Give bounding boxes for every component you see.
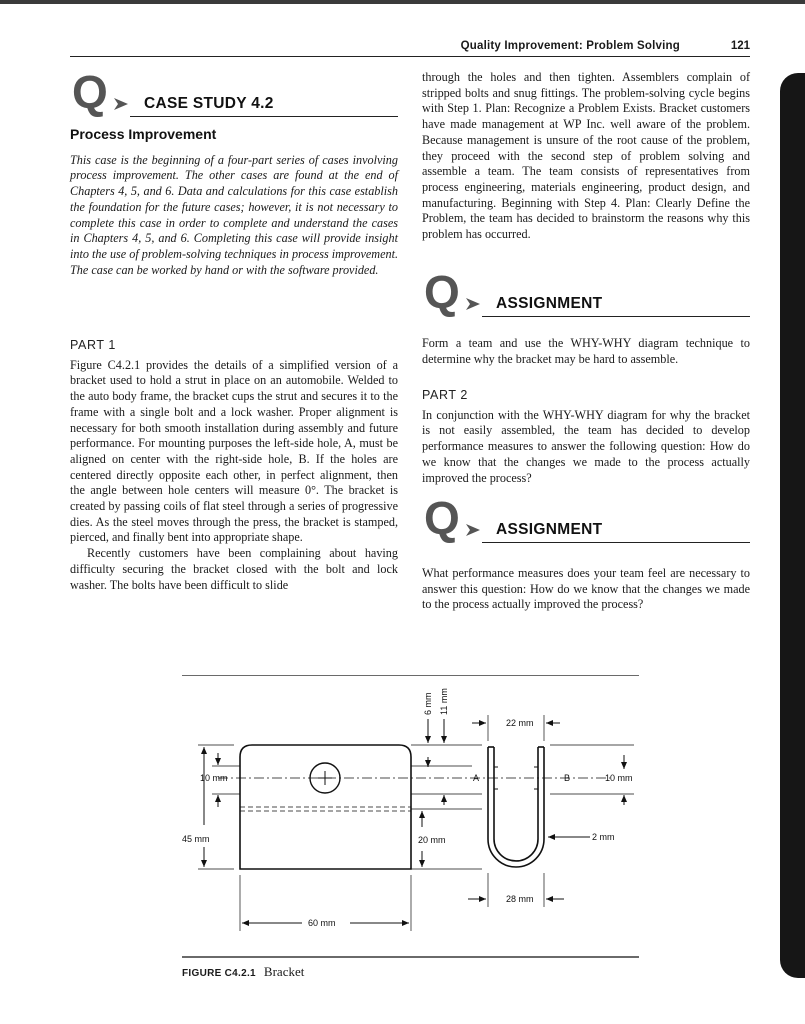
- continuation-paragraph: through the holes and then tighten. Assemblers complain of stripped bolts and snug fittings. The problem-solving cycle begins with Step 1. Plan: Recognize a Problem Exists. Bracket customers have made management at WP Inc. well aware of the problem. Because management is unsure of the root cause of the problem, they proceed with the second step of problem solving and assemble a team. The team consists of representatives from process engineering, materials engineering, product design, and manufacturing. Beginning with Step 4. Plan: Clearly Define the Problem, the team has decided to brainstorm the reasons why this problem has occurred.: [422, 70, 750, 242]
- assignment-2-text: What performance measures does your team feel are necessary to answer this question: How do we know that the changes we made to the process actually improved the process?: [422, 566, 750, 612]
- dim-28-label: 28 mm: [506, 894, 534, 904]
- page-number: 121: [730, 40, 750, 52]
- right-column-continuation: [422, 70, 750, 243]
- heading-rule: [482, 316, 750, 317]
- dim-6-label: 6 mm: [423, 692, 433, 715]
- left-column: [70, 70, 398, 278]
- bracket-figure: [182, 675, 639, 959]
- assignment-1-heading: [422, 270, 750, 318]
- dim-20-label: 20 mm: [418, 835, 446, 845]
- chapter-thumb-tab: [780, 73, 805, 978]
- part1-heading: PART 1: [70, 338, 116, 352]
- figure-caption-text: Bracket: [263, 964, 305, 979]
- top-border: [0, 0, 805, 4]
- case-study-heading: [70, 70, 398, 118]
- assignment-q-icon: [422, 270, 492, 318]
- part1-section: [70, 338, 398, 593]
- q-glyph: Q: [424, 270, 460, 318]
- assignment-2-title: ASSIGNMENT: [496, 521, 603, 538]
- dim-2-label: 2 mm: [592, 832, 615, 842]
- assignment-q-icon: [422, 496, 492, 544]
- assignment-2: [422, 496, 750, 613]
- case-study-q-icon: [70, 70, 140, 118]
- dim-60-label: 60 mm: [308, 918, 336, 928]
- dim-45-label: 45 mm: [182, 834, 210, 844]
- assignment-2-heading: [422, 496, 750, 544]
- part1-paragraph-2: Recently customers have been complaining about having difficulty securing the bracket closed with the bolt and lock washer. The bolts have been difficult to slide: [70, 546, 398, 592]
- part1-paragraph-1: Figure C4.2.1 provides the details of a simplified version of a bracket used to hold a strut in place on an automobile. Welded to the auto body frame, the bracket cups the strut and secures it to the frame with a single bolt and a lock washer. Proper alignment is necessary for both smooth installation during assembly and future performance. For mounting purposes the left-side hole, A, must be aligned on center with the right-side hole, B. If the holes are centered directly opposite each other, in perfect alignment, then the angle between hole centers will measure 0°. The bracket is created by passing coils of flat steel through a series of progressive dies. As the steel moves through the press, the bracket is stamped, pierced, and finally bent into appropriate shape.: [70, 357, 398, 545]
- part2-section: [422, 388, 750, 486]
- dim-10-right-label: 10 mm: [605, 773, 633, 783]
- assignment-1: [422, 270, 750, 367]
- u-bend-inner: [494, 747, 538, 861]
- hole-a-label: A: [473, 773, 480, 783]
- dim-22-label: 22 mm: [506, 718, 534, 728]
- q-glyph: Q: [72, 70, 108, 118]
- q-glyph: Q: [424, 496, 460, 544]
- dim-11-label: 11 mm: [439, 688, 449, 715]
- case-study-title: CASE STUDY 4.2: [144, 95, 274, 112]
- figure-label: FIGURE C4.2.1: [182, 968, 256, 979]
- dim-10-left-label: 10 mm: [200, 773, 228, 783]
- assignment-1-text: Form a team and use the WHY-WHY diagram technique to determine why the bracket may be hard to assemble.: [422, 336, 750, 366]
- assignment-1-title: ASSIGNMENT: [496, 295, 603, 312]
- figure-caption: [182, 964, 304, 980]
- heading-rule: [130, 116, 398, 117]
- hole-b-label: B: [564, 773, 571, 783]
- running-title: Quality Improvement: Problem Solving: [460, 40, 680, 52]
- case-subtitle: Process Improvement: [70, 126, 217, 142]
- intro-paragraph: This case is the beginning of a four-part series of cases involving process improvement. The other cases are found at the end of Chapters 4, 5, and 6. Data and calculations for this case establish the foundation for the future cases; however, it is not necessary to complete this case in order to complete and understand the cases in Chapters 4, 5, and 6. Completing this case will provide insight into the use of problem-solving techniques in process improvement. The case can be worked by hand or with the software provided.: [70, 152, 398, 277]
- part2-heading: PART 2: [422, 388, 468, 402]
- heading-rule: [482, 542, 750, 543]
- running-header: [70, 38, 750, 57]
- part2-paragraph: In conjunction with the WHY-WHY diagram for why the bracket is not easily assembled, the team has decided to develop performance measures to answer the following question: How do we know that the changes we made to the process actually improved the process?: [422, 407, 750, 485]
